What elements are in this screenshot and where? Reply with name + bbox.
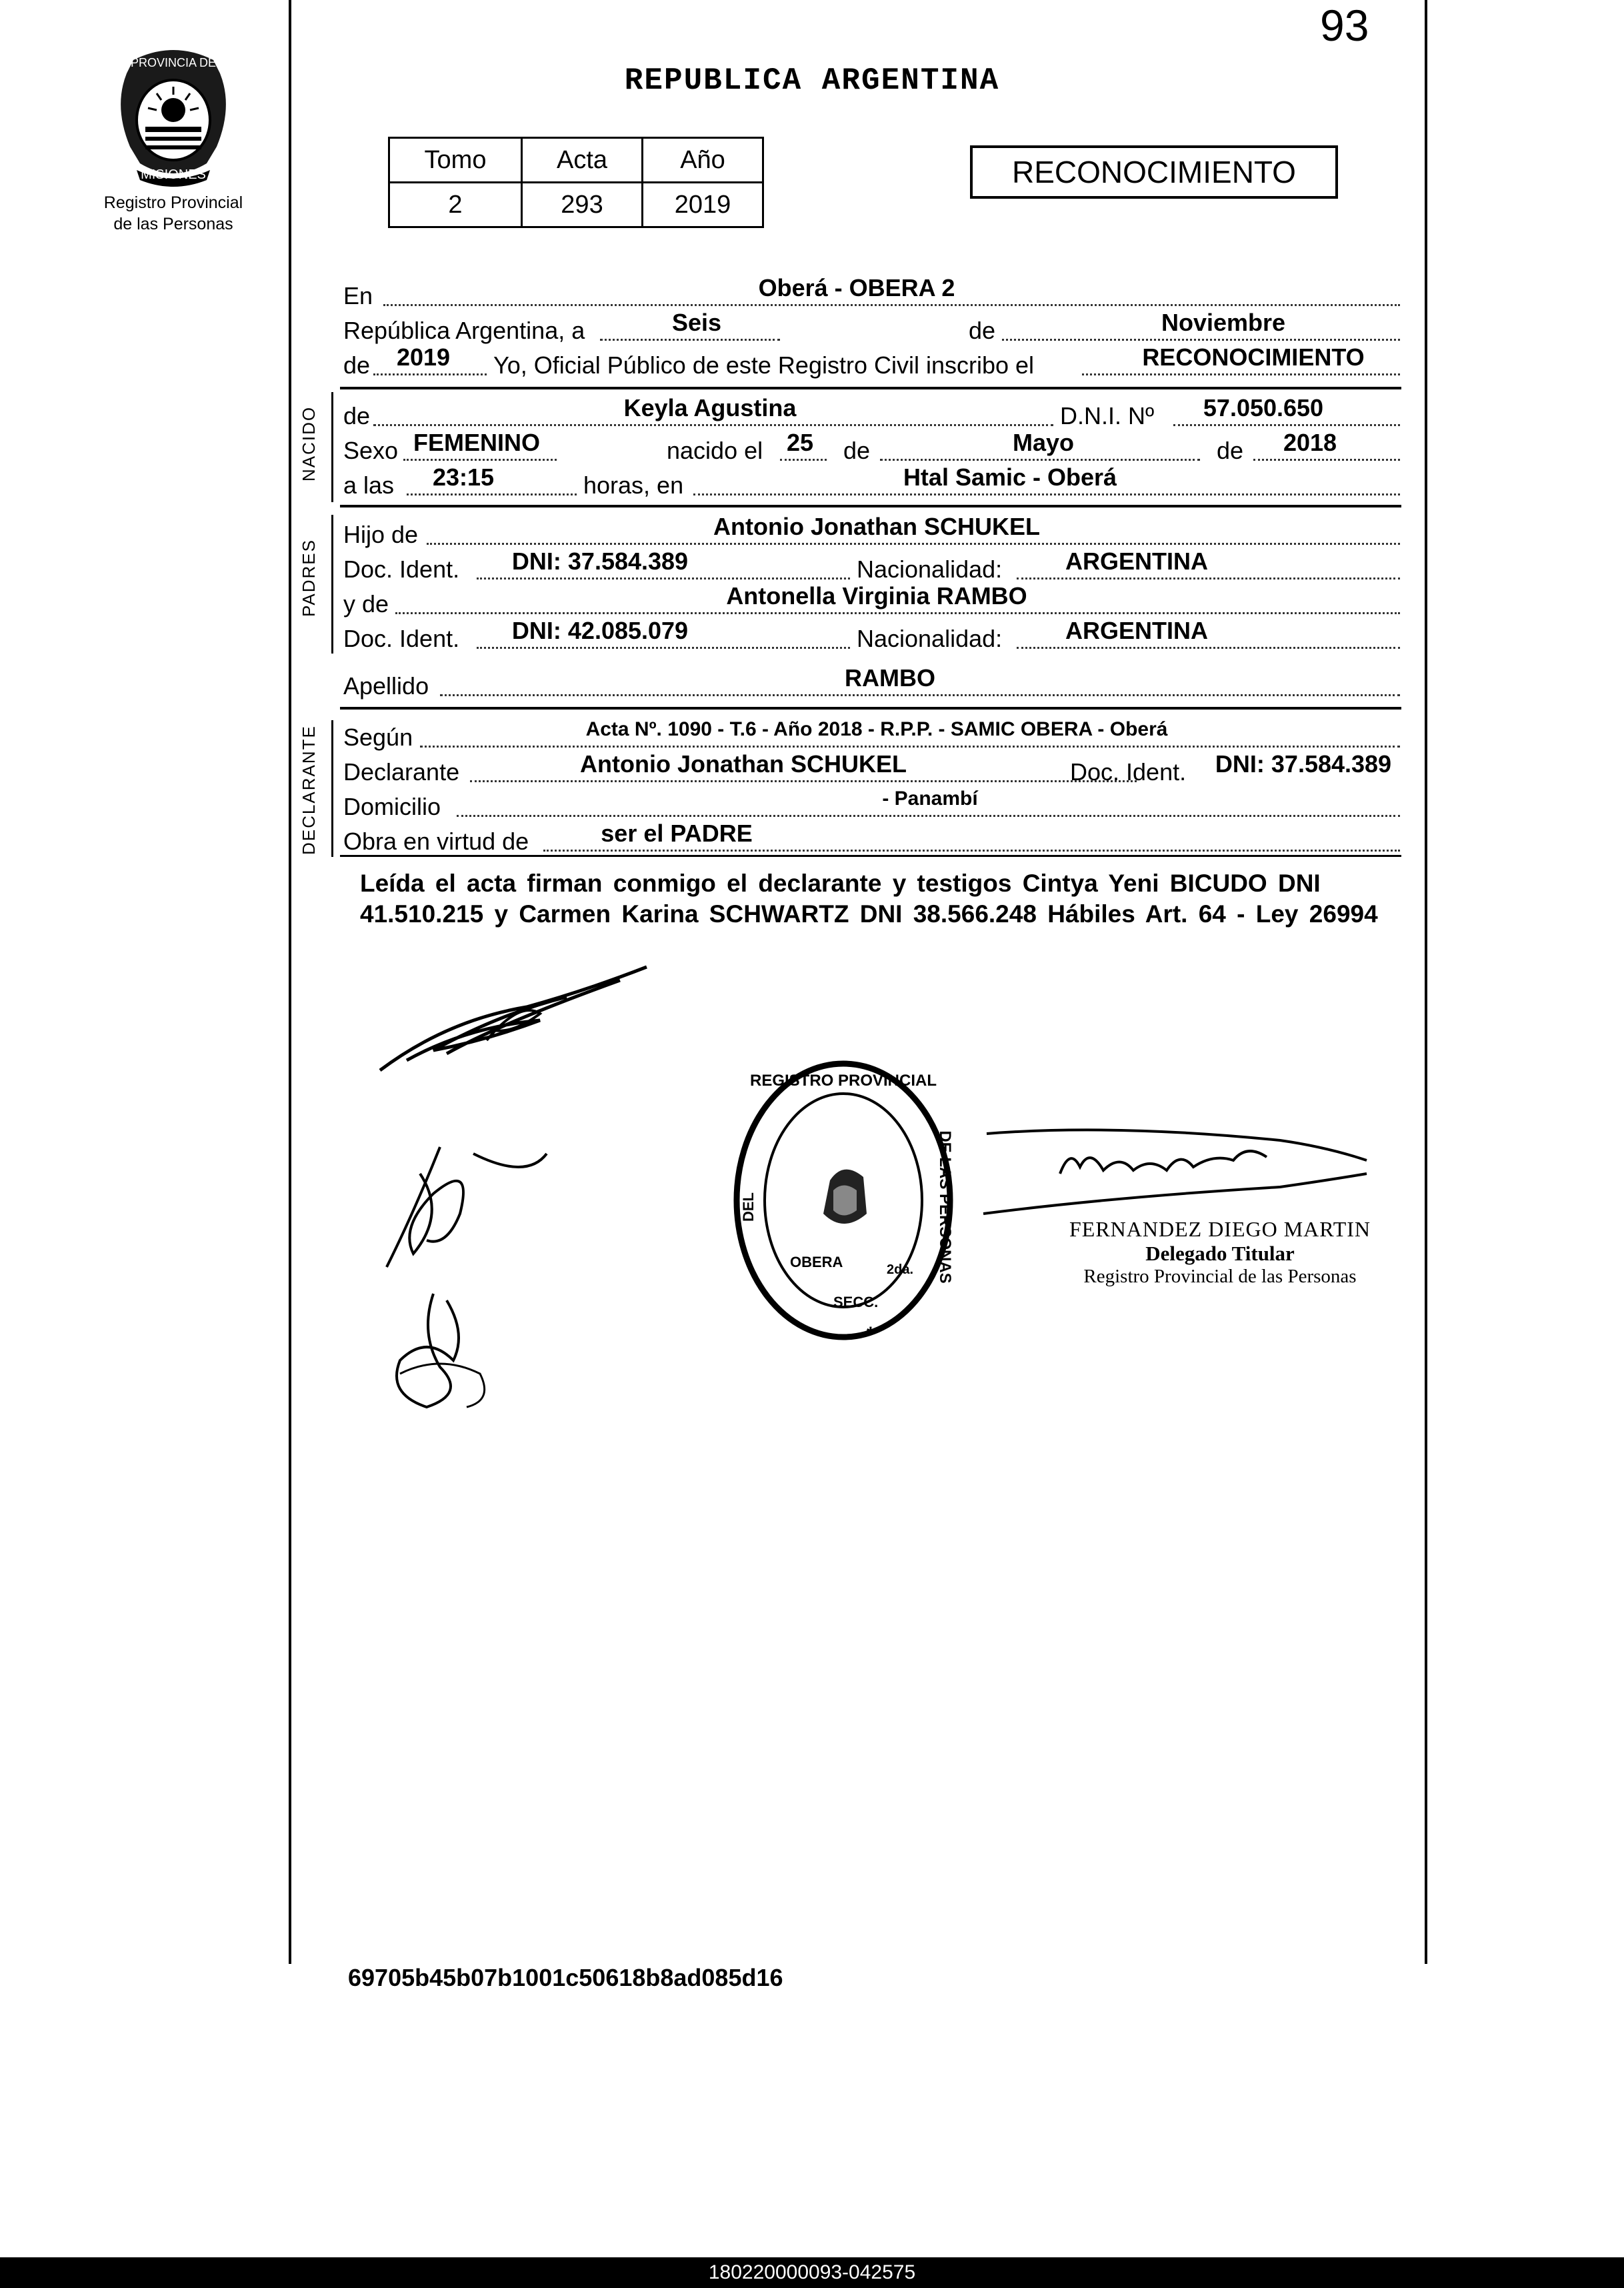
header-tomo: Tomo [389, 138, 522, 183]
value-acta: 293 [522, 183, 643, 227]
page-number: 93 [1320, 1, 1369, 50]
official-name: FERNANDEZ DIEGO MARTIN [1069, 1217, 1371, 1241]
value-domicilio: - Panambí [882, 788, 978, 810]
value-father-dni: DNI: 37.584.389 [511, 547, 689, 575]
label-de-year: de [343, 351, 371, 379]
value-sexo: FEMENINO [413, 429, 540, 456]
divider-4 [340, 855, 1401, 857]
value-place: Oberá - OBERA 2 [758, 274, 955, 301]
value-segun: Acta Nº. 1090 - T.6 - Año 2018 - R.P.P. - SAMIC OBERA - Oberá [585, 718, 1168, 740]
value-surname: RAMBO [845, 664, 935, 692]
logo-caption-line1: Registro Provincial [103, 193, 243, 212]
right-margin-line [1425, 0, 1427, 1964]
label-de-1: de [843, 437, 871, 464]
value-child-name: Keyla Agustina [623, 394, 797, 421]
label-nac2: Nacionalidad: [857, 625, 1003, 652]
row-domicilio [343, 788, 1400, 824]
page-title: REPUBLICA ARGENTINA [624, 63, 1000, 98]
label-sexo: Sexo [343, 437, 399, 464]
value-declarante: Antonio Jonathan SCHUKEL [580, 750, 907, 778]
svg-text:DEL: DEL [740, 1192, 757, 1222]
label-horas-en: horas, en [583, 471, 684, 499]
label-declarante: Declarante [343, 758, 460, 786]
label-en: En [343, 282, 373, 309]
svg-text:SECC.: SECC. [833, 1294, 879, 1310]
value-month: Noviembre [1161, 309, 1286, 336]
row-oficial [343, 343, 1400, 383]
declarant-signature [367, 960, 673, 1080]
official-block [1030, 1217, 1410, 1288]
value-decl-doc: DNI: 37.584.389 [1215, 750, 1392, 778]
divider-3 [340, 707, 1401, 710]
label-republica: República Argentina, a [343, 317, 585, 344]
label-de: de [969, 317, 996, 344]
value-birth-day: 25 [786, 429, 814, 456]
label-apellido: Apellido [343, 672, 429, 700]
label-obra: Obra en virtud de [343, 828, 529, 855]
label-domicilio: Domicilio [343, 793, 441, 820]
witness-signatures [373, 1134, 560, 1420]
official-office: Registro Provincial de las Personas [1083, 1266, 1357, 1287]
value-tomo: 2 [389, 183, 522, 227]
value-mother-nac: ARGENTINA [1065, 617, 1208, 644]
record-type-box: RECONOCIMIENTO [970, 145, 1338, 199]
logo-caption-line2: de las Personas [113, 215, 233, 233]
svg-text:PROVINCIA DE: PROVINCIA DE [130, 56, 217, 69]
value-birth-place: Htal Samic - Oberá [903, 463, 1117, 491]
label-hijo: Hijo de [343, 521, 419, 548]
svg-text:OBERA: OBERA [790, 1254, 843, 1270]
value-birth-time: 23:15 [432, 463, 495, 491]
value-record: RECONOCIMIENTO [1142, 343, 1365, 371]
official-signature [980, 1120, 1373, 1220]
row-doc2 [343, 617, 1400, 656]
svg-text:2da.: 2da. [887, 1262, 914, 1277]
label-de-2: de [1217, 437, 1244, 464]
label-a-las: a las [343, 471, 395, 499]
value-obra: ser el PADRE [601, 820, 753, 847]
row-apellido [343, 664, 1400, 704]
value-ano: 2019 [643, 183, 763, 227]
label-oficial: Yo, Oficial Público de este Registro Civil inscribo el [493, 351, 1035, 379]
label-nacido-el: nacido el [667, 437, 763, 464]
legal-text: Leída el acta firman conmigo el declarante y testigos Cintya Yeni BICUDO DNI 41.510.215 y Carmen Karina SCHWARTZ DNI 38.566.248 Hábiles Art. 64 - Ley 26994 [360, 870, 1378, 928]
label-doc1: Doc. Ident. [343, 555, 460, 583]
side-label-padres: PADRES [299, 539, 319, 617]
svg-text:*: * [867, 1323, 875, 1345]
row-obra [343, 820, 1400, 859]
value-mother: Antonella Virginia RAMBO [726, 582, 1027, 610]
official-role: Delegado Titular [1145, 1242, 1295, 1265]
label-nac1: Nacionalidad: [857, 555, 1003, 583]
value-year: 2019 [396, 343, 451, 371]
side-label-nacido: NACIDO [299, 405, 319, 481]
header-ano: Año [643, 138, 763, 183]
divider-2 [340, 505, 1401, 507]
document-hash: 69705b45b07b1001c50618b8ad085d16 [348, 1964, 783, 1991]
value-birth-month: Mayo [1012, 429, 1075, 456]
divider-1 [340, 387, 1401, 389]
svg-text:DE LAS PERSONAS: DE LAS PERSONAS [936, 1130, 954, 1284]
label-dni: D.N.I. Nº [1060, 402, 1155, 429]
value-father: Antonio Jonathan SCHUKEL [713, 513, 1040, 540]
footer-code: 180220000093-042575 [0, 2257, 1624, 2288]
label-segun: Según [343, 724, 413, 751]
reference-table [388, 137, 764, 228]
official-stamp [727, 1047, 960, 1354]
left-margin-line [289, 0, 291, 1964]
row-hora [343, 463, 1400, 503]
side-label-declarante: DECLARANTE [299, 725, 319, 855]
label-y-de: y de [343, 590, 389, 618]
svg-text:REGISTRO PROVINCIAL: REGISTRO PROVINCIAL [749, 1072, 937, 1090]
header-acta: Acta [522, 138, 643, 183]
value-child-dni: 57.050.650 [1203, 394, 1324, 421]
svg-text:MISIONES: MISIONES [141, 167, 206, 182]
value-father-nac: ARGENTINA [1065, 547, 1208, 575]
label-nacido-de: de [343, 402, 371, 429]
value-birth-year: 2018 [1283, 429, 1337, 456]
value-mother-dni: DNI: 42.085.079 [511, 617, 689, 644]
logo-caption [73, 192, 273, 235]
label-doc2: Doc. Ident. [343, 625, 460, 652]
value-day: Seis [671, 309, 722, 336]
label-decl-doc: Doc. Ident. [1070, 758, 1187, 786]
